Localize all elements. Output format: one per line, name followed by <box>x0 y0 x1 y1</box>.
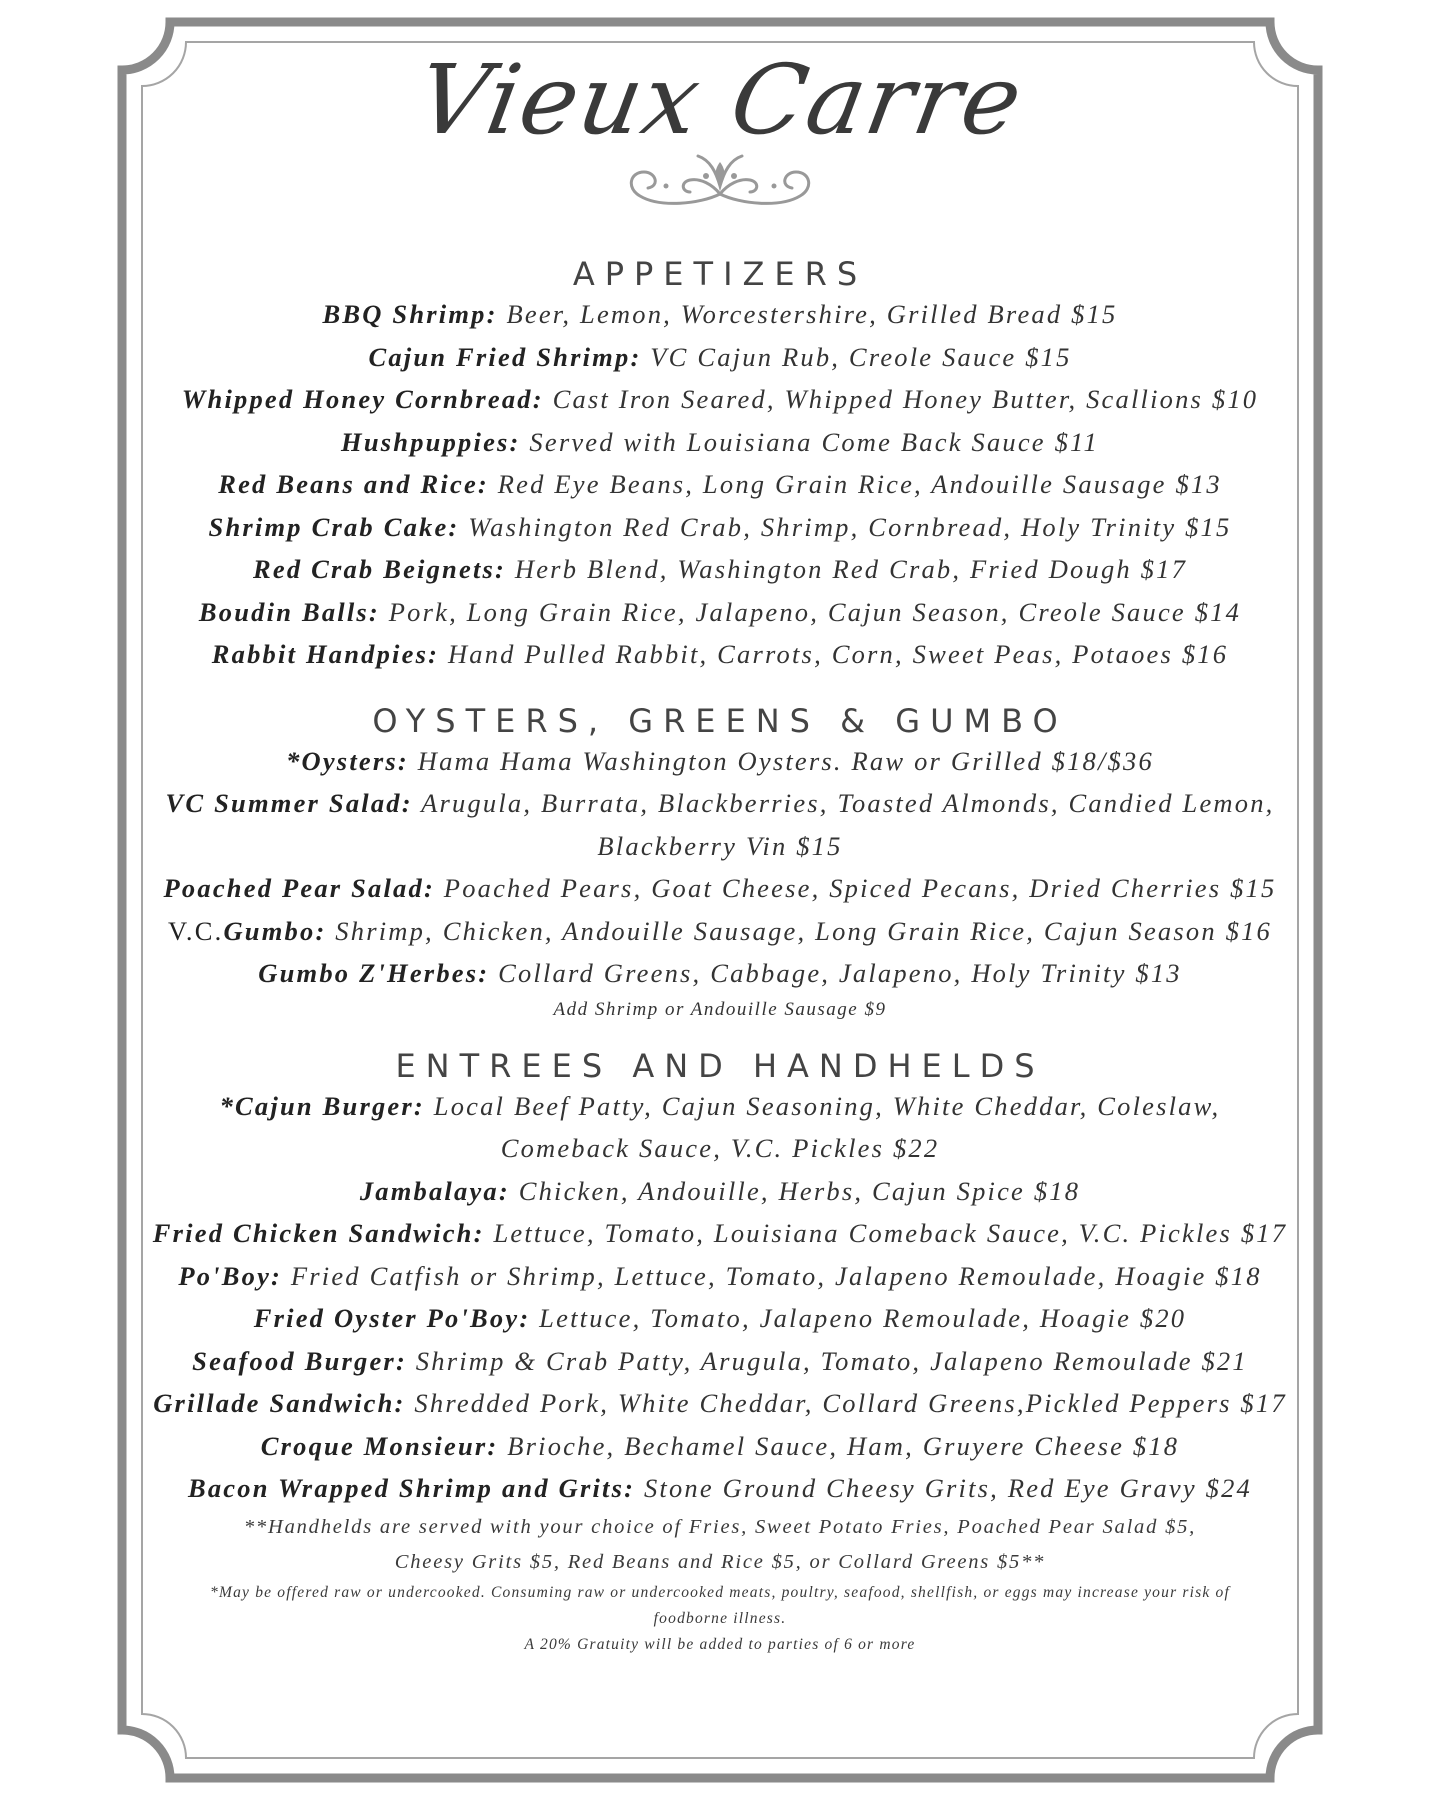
item-description: Cast Iron Seared, Whipped Honey Butter, Scallions $10 <box>543 384 1259 414</box>
item-name: *Oysters: <box>286 745 409 776</box>
menu-item <box>120 1170 1320 1213</box>
item-name: Bacon Wrapped Shrimp and Grits: <box>187 1473 636 1503</box>
menu-item <box>120 867 1320 910</box>
menu-item <box>120 1467 1320 1510</box>
menu-item <box>120 378 1320 421</box>
item-description: Poached Pears, Goat Cheese, Spiced Pecans, Dried Cherries $15 <box>434 873 1277 903</box>
item-description: Local Beef Patty, Cajun Seasoning, White Cheddar, Coleslaw, Comeback Sauce, V.C. Pickles $22 <box>424 1090 1221 1163</box>
item-name: Seafood Burger: <box>192 1345 407 1376</box>
sides-line: Cheesy Grits $5, Red Beans and Rice $5, or Collard Greens $5** <box>394 1550 1046 1573</box>
item-name: Red Beans and Rice: <box>218 469 489 499</box>
item-name: Gumbo: <box>223 915 327 946</box>
item-name: VC Summer Salad: <box>165 788 413 818</box>
restaurant-logo <box>0 44 1440 208</box>
menu-item <box>120 633 1320 676</box>
item-description: Pork, Long Grain Rice, Jalapeno, Cajun Season, Creole Sauce $14 <box>379 596 1242 627</box>
item-name: Gumbo Z'Herbes: <box>258 958 490 988</box>
handheld-sides-note <box>120 1510 1320 1580</box>
menu-item <box>120 421 1320 464</box>
item-description: Stone Ground Cheesy Grits, Red Eye Gravy $24 <box>635 1473 1252 1503</box>
menu-item <box>120 782 1320 867</box>
menu-item <box>120 591 1320 634</box>
item-name: Hushpuppies: <box>341 426 521 457</box>
menu-item <box>120 336 1320 379</box>
item-description: Hand Pulled Rabbit, Carrots, Corn, Sweet Peas, Potaoes $16 <box>439 639 1229 669</box>
item-description: Beer, Lemon, Worcestershire, Grilled Bread $15 <box>497 299 1118 329</box>
item-name: *Cajun Burger: <box>219 1090 425 1121</box>
oysters-greens-gumbo-title: OYSTERS, GREENS & GUMBO <box>372 701 1068 740</box>
oysters-greens-gumbo-list <box>120 740 1320 995</box>
menu-item <box>120 293 1320 336</box>
item-description: Collard Greens, Cabbage, Jalapeno, Holy Trinity $13 <box>489 958 1182 988</box>
item-name: Poached Pear Salad: <box>163 873 435 903</box>
entrees-handhelds-title: ENTREES AND HANDHELDS <box>395 1046 1045 1085</box>
item-name-prefix: V.C. <box>168 915 224 946</box>
oysters-greens-gumbo-section <box>120 702 1320 1025</box>
menu-item <box>120 1340 1320 1383</box>
item-description: Chicken, Andouille, Herbs, Cajun Spice $18 <box>509 1175 1081 1206</box>
item-name: Rabbit Handpies: <box>211 639 440 669</box>
menu-item <box>120 506 1320 549</box>
menu-item <box>120 1297 1320 1340</box>
appetizers-section <box>120 255 1320 676</box>
item-name: Shrimp Crab Cake: <box>208 511 460 542</box>
item-name: Grillade Sandwich: <box>153 1388 406 1418</box>
gratuity-note: A 20% Gratuity will be added to parties of 6 or more <box>524 1635 916 1653</box>
menu-item <box>120 548 1320 591</box>
item-description: Brioche, Bechamel Sauce, Ham, Gruyere Cheese $18 <box>498 1430 1180 1461</box>
item-name: Croque Monsieur: <box>260 1430 499 1461</box>
item-description: Fried Catfish or Shrimp, Lettuce, Tomato, Jalapeno Remoulade, Hoagie $18 <box>282 1260 1262 1291</box>
menu-item <box>120 910 1320 953</box>
menu-item <box>120 1382 1320 1425</box>
menu-content <box>120 255 1320 1658</box>
item-description: VC Cajun Rub, Creole Sauce $15 <box>641 341 1072 372</box>
item-description: Washington Red Crab, Shrimp, Cornbread, Holy Trinity $15 <box>459 511 1232 542</box>
item-name: Fried Chicken Sandwich: <box>152 1218 485 1248</box>
raw-food-disclaimer: *May be offered raw or undercooked. Consuming raw or undercooked meats, poultry, seafood, shellfish, or eggs may increase your risk of <box>210 1583 1230 1601</box>
menu-item <box>120 1085 1320 1170</box>
menu-item <box>120 1255 1320 1298</box>
entrees-handhelds-list <box>120 1085 1320 1510</box>
menu-item <box>120 740 1320 783</box>
restaurant-name: Vieux Carre <box>408 44 1032 156</box>
item-description: Shrimp & Crab Patty, Arugula, Tomato, Jalapeno Remoulade $21 <box>406 1345 1248 1376</box>
item-description: Served with Louisiana Come Back Sauce $11 <box>520 426 1099 457</box>
menu-item <box>120 1212 1320 1255</box>
menu-item <box>120 952 1320 995</box>
item-name: BBQ Shrimp: <box>322 299 498 329</box>
item-description: Arugula, Burrata, Blackberries, Toasted Almonds, Candied Lemon, Blackberry Vin $15 <box>412 788 1275 861</box>
menu-item <box>120 1425 1320 1468</box>
item-name: Red Crab Beignets: <box>252 554 507 584</box>
appetizers-title: APPETIZERS <box>572 255 868 293</box>
item-name: Cajun Fried Shrimp: <box>368 341 642 372</box>
item-description: Hama Hama Washington Oysters. Raw or Grilled $18/$36 <box>408 745 1154 776</box>
item-name: Po'Boy: <box>178 1260 283 1291</box>
add-protein-note: Add Shrimp or Andouille Sausage $9 <box>553 998 887 1020</box>
item-description: Shrimp, Chicken, Andouille Sausage, Long Grain Rice, Cajun Season $16 <box>326 915 1272 946</box>
menu-item <box>120 463 1320 506</box>
appetizers-list <box>120 293 1320 676</box>
item-description: Lettuce, Tomato, Jalapeno Remoulade, Hoagie $20 <box>530 1303 1187 1333</box>
sides-line: **Handhelds are served with your choice of Fries, Sweet Potato Fries, Poached Pear Salad $5, <box>243 1515 1197 1538</box>
raw-food-disclaimer-cont: foodborne illness. <box>653 1609 787 1627</box>
menu-footer <box>120 1580 1320 1658</box>
item-name: Boudin Balls: <box>198 596 380 627</box>
item-name: Whipped Honey Cornbread: <box>181 384 544 414</box>
item-name: Fried Oyster Po'Boy: <box>253 1303 531 1333</box>
item-description: Lettuce, Tomato, Louisiana Comeback Sauce, V.C. Pickles $17 <box>484 1218 1288 1248</box>
item-name: Jambalaya: <box>359 1175 510 1206</box>
item-description: Red Eye Beans, Long Grain Rice, Andouille Sausage $13 <box>488 469 1222 499</box>
entrees-handhelds-section <box>120 1047 1320 1580</box>
item-description: Herb Blend, Washington Red Crab, Fried Dough $17 <box>506 554 1188 584</box>
item-description: Shredded Pork, White Cheddar, Collard Greens,Pickled Peppers $17 <box>405 1388 1287 1418</box>
